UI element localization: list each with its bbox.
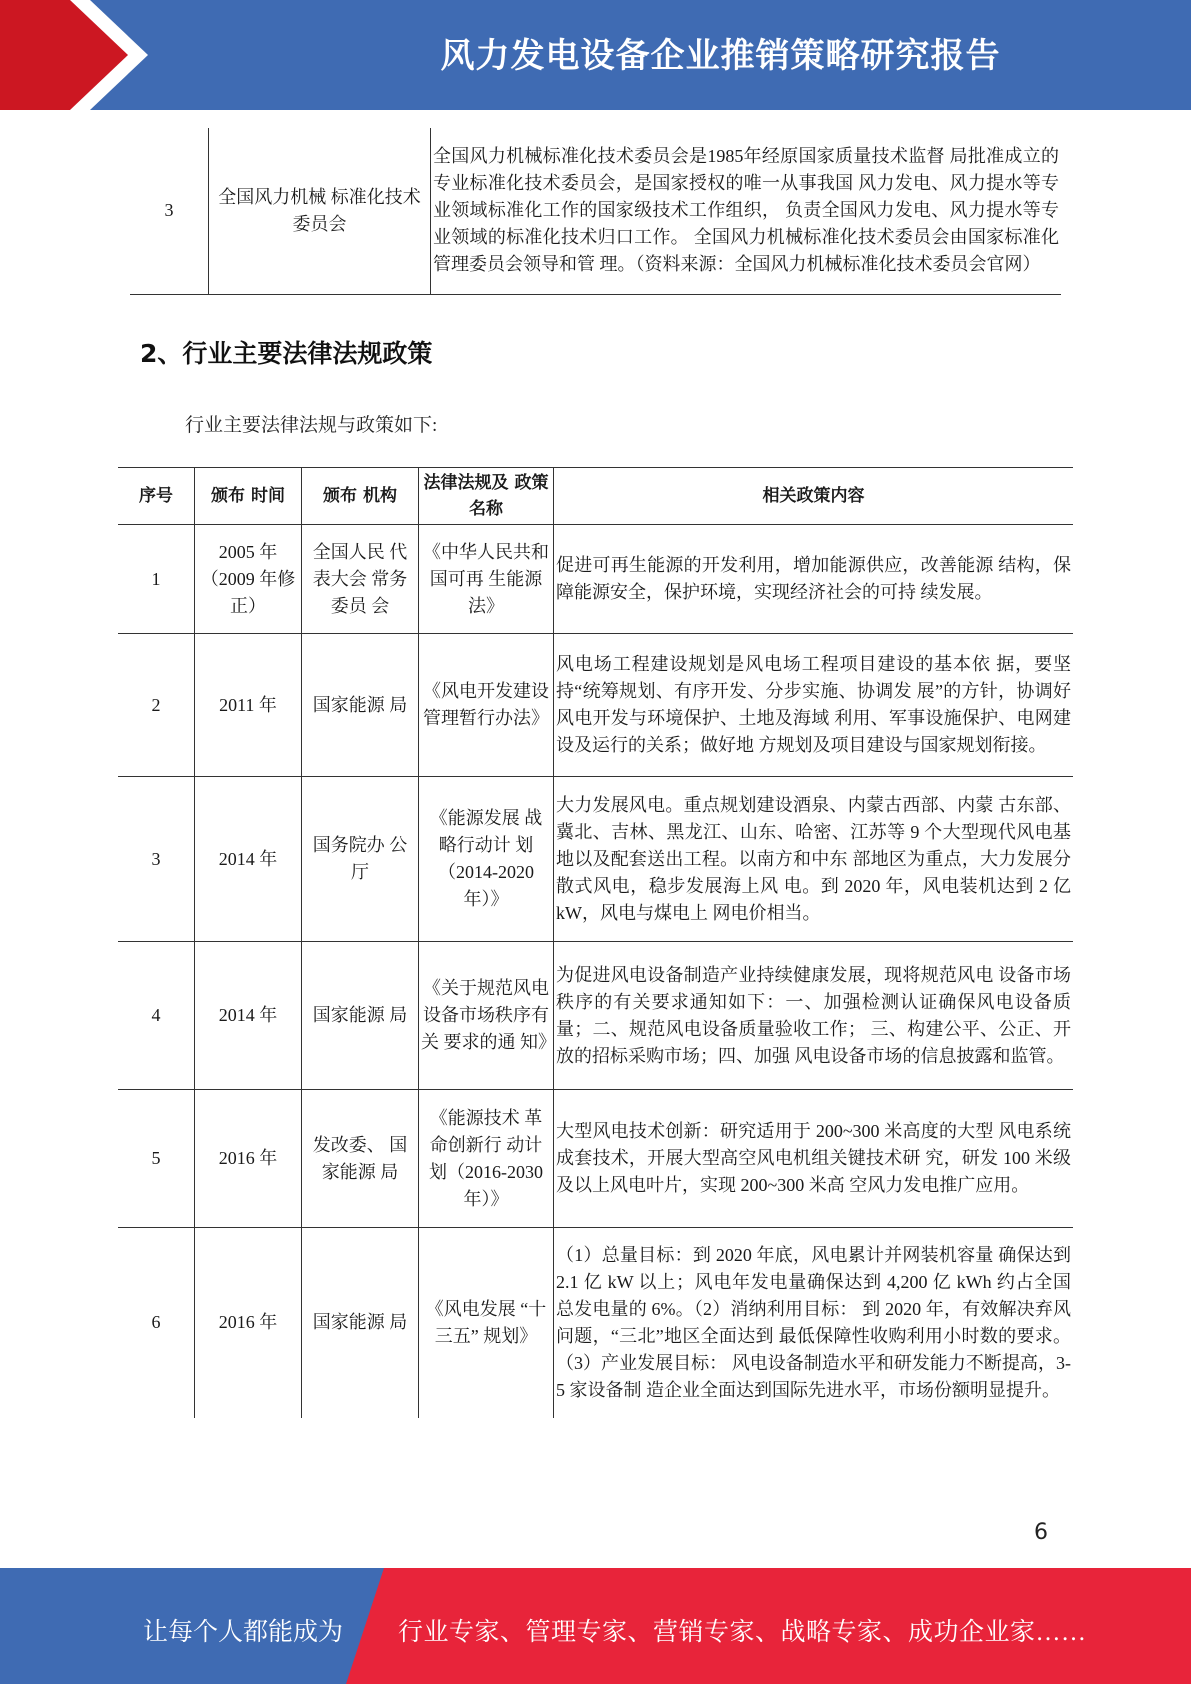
issuing-body: 国家能源 局 bbox=[302, 1228, 419, 1418]
footer-slogan-right: 行业专家、管理专家、营销专家、战略专家、成功企业家…… bbox=[398, 1619, 1087, 1646]
policy-content: （1）总量目标：到 2020 年底，风电累计并网装机容量 确保达到 2.1 亿 kW 以上；风电年发电量确保达到 4,200 亿 kWh 约占全国总发电量的 6%。（2）消纳利用目标： 到 2020 年，有效解决弃风问题，“三北”地区全面达到 最低保障性收购利用小时数的要求。（3）产业发展目标： 风电设备制造水平和研发能力不断提高，3-5 家设备制 造企业全面达到国际先进水平，市场份额明显提升。 bbox=[554, 1228, 1074, 1418]
description-cell: 全国风力机械标准化技术委员会是1985年经原国家质量技术监督 局批准成立的专业标准化技术委员会，是国家授权的唯一从事我国 风力发电、风力提水等专业领域标准化工作的国家级技术工作组织， 负责全国风力发电、风力提水等专业领域的标准化技术归口工作。 全国风力机械标准化技术委员会由国家标准化管理委员会领导和管 理。（资料来源：全国风力机械标准化技术委员会官网） bbox=[431, 128, 1062, 294]
issue-time: 2011 年 bbox=[195, 634, 302, 777]
row-number: 4 bbox=[118, 942, 195, 1090]
issue-time: 2016 年 bbox=[195, 1228, 302, 1418]
table-row bbox=[118, 634, 1073, 777]
table-header-row bbox=[118, 468, 1073, 525]
table-row bbox=[118, 525, 1073, 634]
policy-content: 大型风电技术创新：研究适用于 200~300 米高度的大型 风电系统成套技术，开展大型高空风电机组关键技术研 究，研发 100 米级及以上风电叶片，实现 200~300 米高 空风力发电推广应用。 bbox=[554, 1090, 1074, 1228]
issue-time: 2016 年 bbox=[195, 1090, 302, 1228]
header-policy-name: 法律法规及 政策名称 bbox=[419, 468, 554, 525]
row-number: 3 bbox=[118, 777, 195, 942]
policy-name: 《能源技术 革命创新行 动计划（2016-2030 年）》 bbox=[419, 1090, 554, 1228]
table-row bbox=[118, 777, 1073, 942]
table-row bbox=[118, 1090, 1073, 1228]
header-banner bbox=[0, 0, 1191, 110]
row-number: 2 bbox=[118, 634, 195, 777]
table-row bbox=[130, 128, 1061, 294]
organization-cell: 全国风力机械 标准化技术委员会 bbox=[209, 128, 431, 294]
footer-slogan-left: 让每个人都能成为 bbox=[143, 1619, 344, 1646]
policy-name: 《能源发展 战略行动计 划（2014-2020 年）》 bbox=[419, 777, 554, 942]
issuing-body: 国家能源 局 bbox=[302, 942, 419, 1090]
policy-content: 大力发展风电。重点规划建设酒泉、内蒙古西部、内蒙 古东部、冀北、吉林、黑龙江、山东、哈密、江苏等 9 个大型现代风电基地以及配套送出工程。以南方和中东 部地区为重点，大力发展分散式风电，稳步发展海上风 电。到 2020 年，风电装机达到 2 亿 kW，风电与煤电上 网电价相当。 bbox=[554, 777, 1074, 942]
table-row bbox=[118, 942, 1073, 1090]
header-policy-content: 相关政策内容 bbox=[554, 468, 1074, 525]
issue-time: 2014 年 bbox=[195, 942, 302, 1090]
row-number: 6 bbox=[151, 1312, 161, 1333]
row-number: 1 bbox=[118, 525, 195, 634]
standards-committee-table bbox=[130, 128, 1061, 295]
policy-content: 风电场工程建设规划是风电场工程项目建设的基本依 据，要坚持“统筹规划、有序开发、分步实施、协调发 展”的方针，协调好风电开发与环境保护、土地及海域 利用、军事设施保护、电网建设及运行的关系；做好地 方规划及项目建设与国家规划衔接。 bbox=[554, 634, 1074, 777]
header-arrow-logo bbox=[0, 0, 160, 110]
policy-name: 《关于规范风电设备市场秩序有关 要求的通 知》 bbox=[419, 942, 554, 1090]
policy-content: 促进可再生能源的开发利用，增加能源供应，改善能源 结构，保障能源安全，保护环境，实现经济社会的可持 续发展。 bbox=[554, 525, 1074, 634]
section-heading: 2、行业主要法律法规政策 bbox=[140, 339, 433, 368]
header-issue-time: 颁布 时间 bbox=[195, 468, 302, 525]
header-issuing-body: 颁布 机构 bbox=[302, 468, 419, 525]
policy-name: 《中华人民共和国可再 生能源法》 bbox=[419, 525, 554, 634]
policy-content: 为促进风电设备制造产业持续健康发展，现将规范风电 设备市场秩序的有关要求通知如下：一、加强检测认证确保风电设备质量；二、规范风电设备质量验收工作； 三、构建公平、公正、开放的招标采购市场；四、加强 风电设备市场的信息披露和监管。 bbox=[554, 942, 1074, 1090]
policy-name: 《风电发展 “十三五” 规划》 bbox=[419, 1228, 554, 1418]
issue-time: 2005 年（2009 年修正） bbox=[195, 525, 302, 634]
policy-name: 《风电开发建设管理暂行办法》 bbox=[419, 634, 554, 777]
header-number: 序号 bbox=[118, 468, 195, 525]
issuing-body: 国家能源 局 bbox=[302, 634, 419, 777]
issuing-body: 国务院办 公厅 bbox=[302, 777, 419, 942]
section-intro: 行业主要法律法规与政策如下: bbox=[185, 415, 438, 436]
page-number: 6 bbox=[1034, 1520, 1048, 1545]
report-title: 风力发电设备企业推销策略研究报告 bbox=[440, 36, 1001, 76]
issuing-body: 全国人民 代表大会 常务委员 会 bbox=[302, 525, 419, 634]
issuing-body: 发改委、 国家能源 局 bbox=[302, 1090, 419, 1228]
row-number: 5 bbox=[118, 1090, 195, 1228]
footer-banner bbox=[0, 1568, 1191, 1684]
row-number: 3 bbox=[164, 200, 174, 221]
table-row bbox=[118, 1228, 1073, 1418]
policy-table bbox=[118, 467, 1073, 1418]
issue-time: 2014 年 bbox=[195, 777, 302, 942]
